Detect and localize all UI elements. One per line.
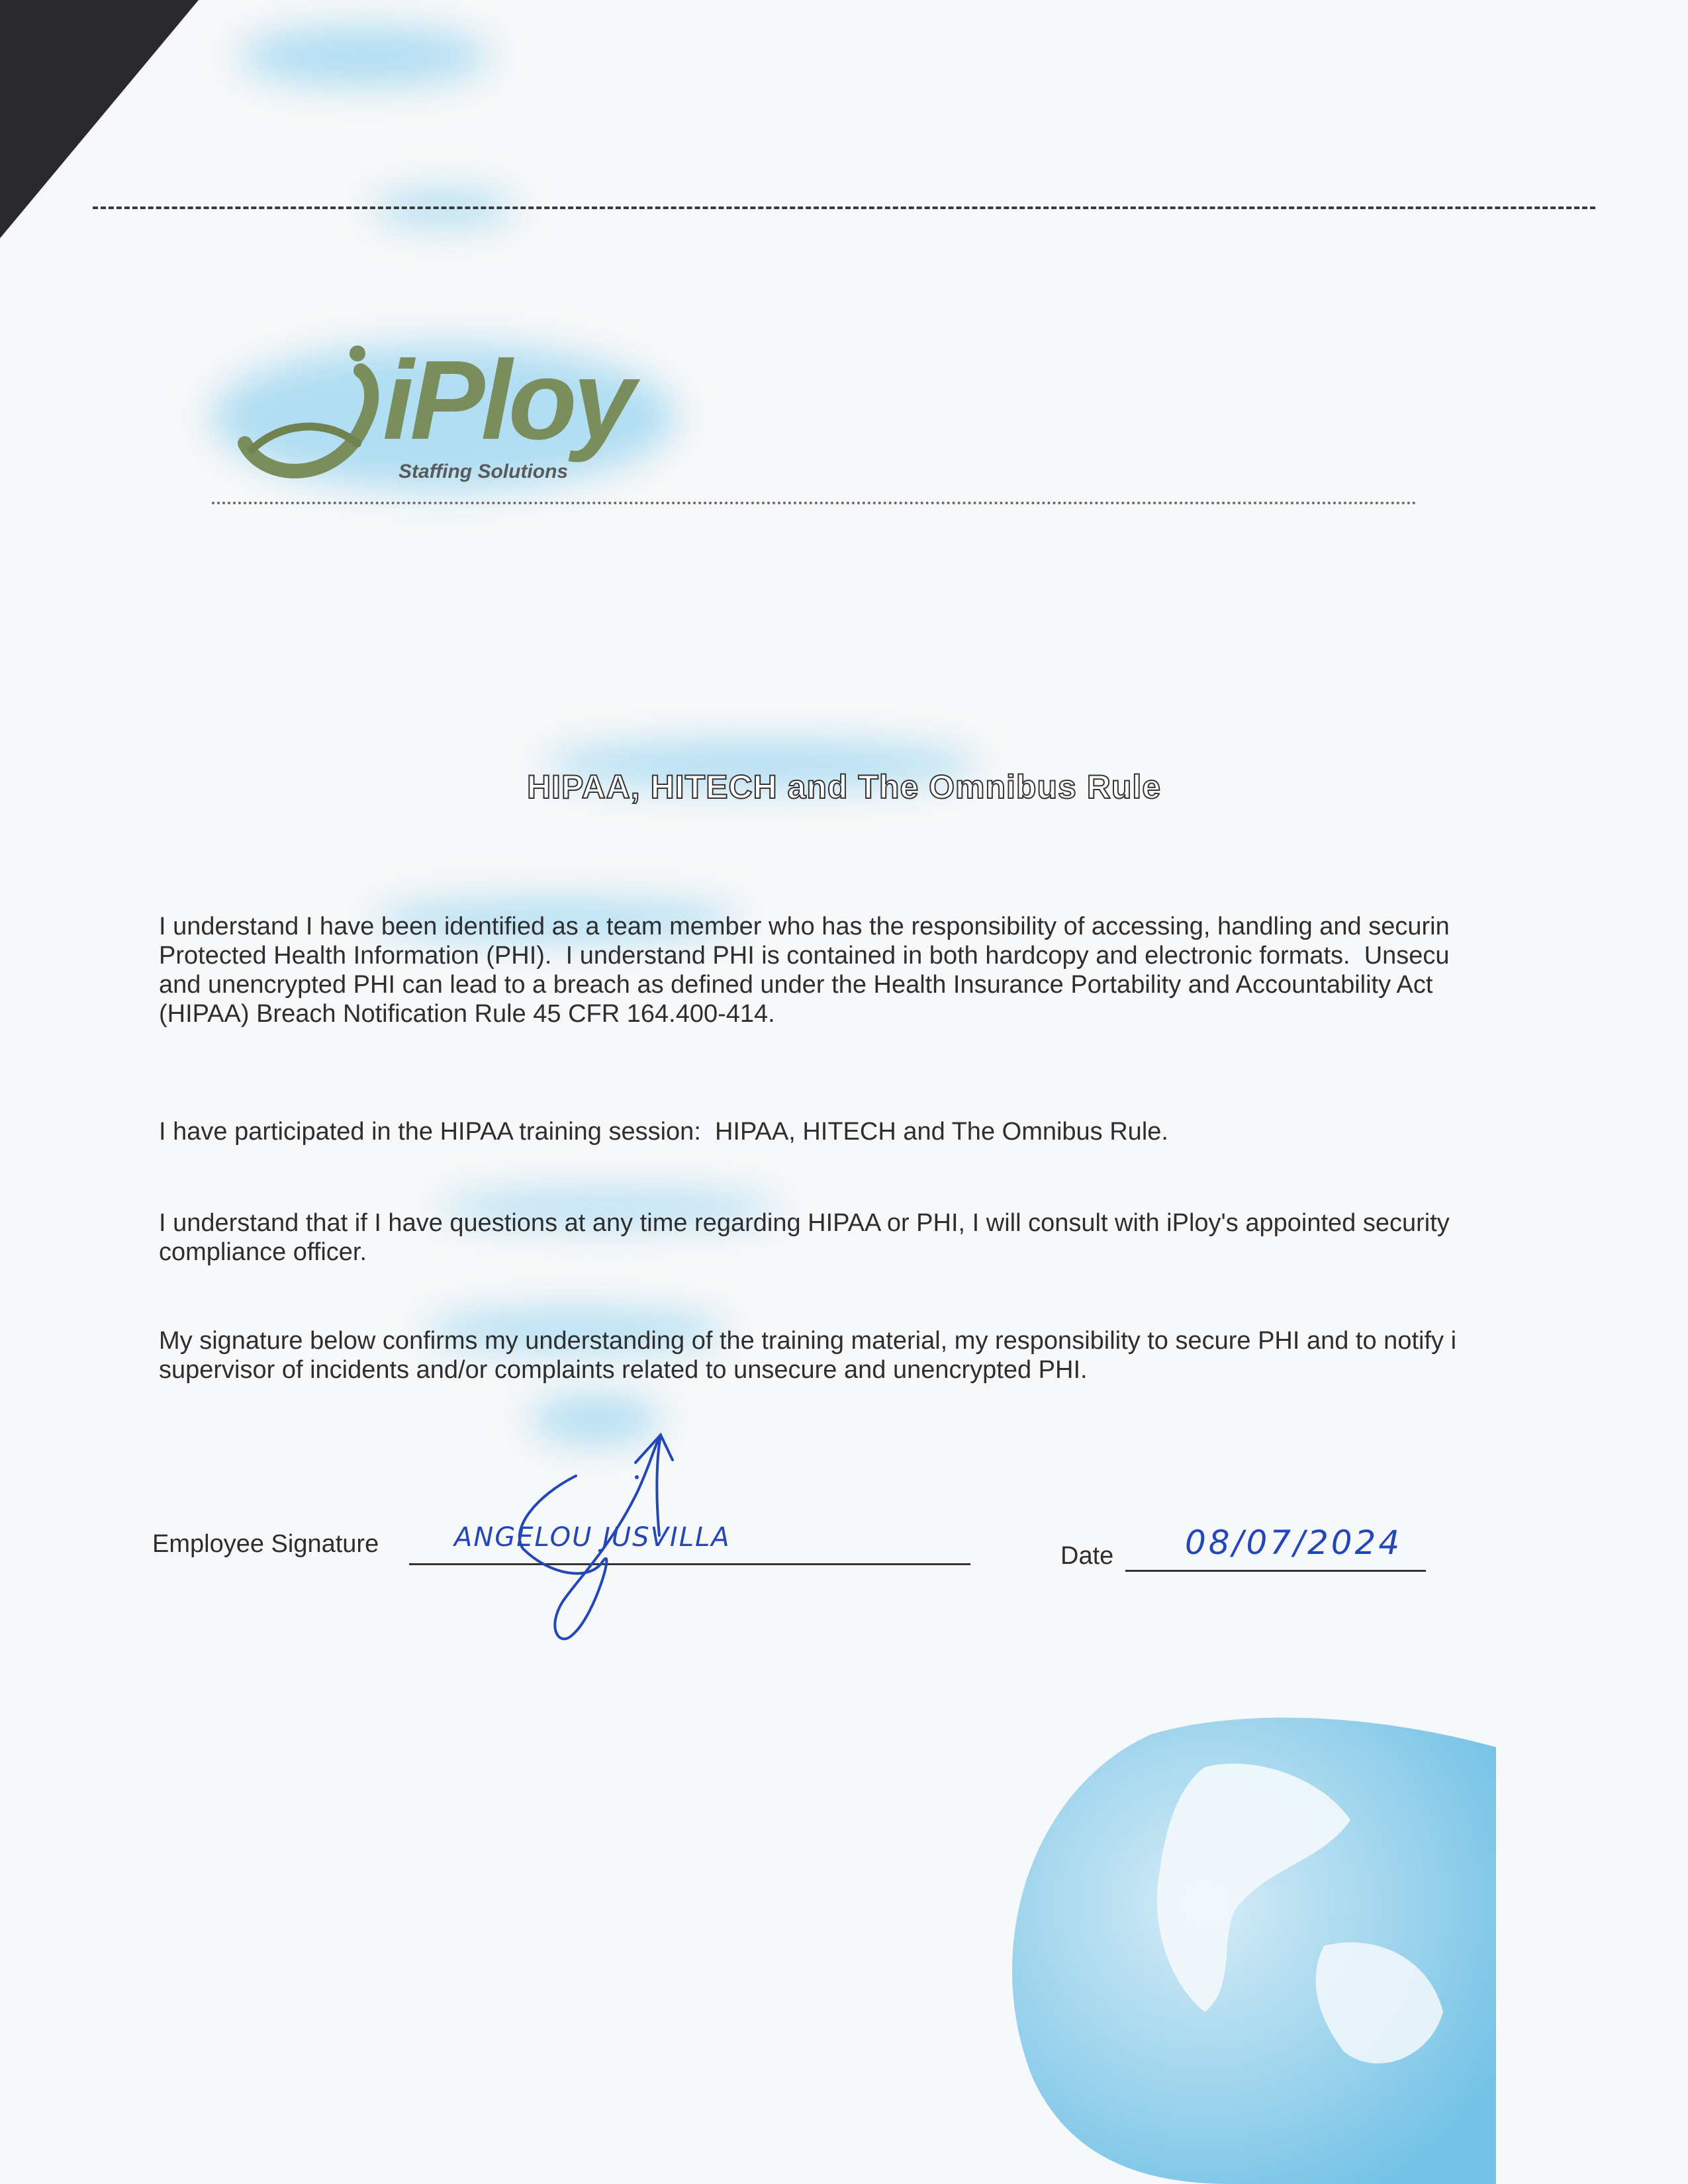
paragraph-compliance-officer: I understand that if I have questions at any time regarding HIPAA or PHI, I will consult with iPloy's appointed security compliance officer. [159,1209,1450,1266]
page-title: HIPAA, HITECH and The Omnibus Rule [526,768,1162,805]
paragraph-phi-responsibility: I understand I have been identified as a team member who has the responsibility of accessing, handling and securin Protected Health Information (PHI). I understand PHI is contained in both hardcopy and electronic formats. Unsecu and unencrypted PHI can lead to a breach as defined under the Health Insurance Portability and Accountability Act (HIPAA) Breach Notification Rule 45 CFR 164.400-414. [159,913,1450,1028]
logo-wordmark: iPloy [383,338,632,463]
date-value: 08/07/2024 [1185,1524,1403,1562]
date-label: Date [1060,1542,1114,1570]
folded-corner [0,0,199,238]
date-line[interactable] [1125,1570,1426,1572]
top-dashed-rule [93,206,1595,209]
company-logo [225,331,688,496]
logo-tagline: Staffing Solutions [399,461,569,482]
signature-name: ANGELOU JUSVILLA [454,1522,731,1553]
logo-swoosh-icon [225,344,391,490]
ink-smudge [238,26,490,86]
globe-watermark-icon [953,1707,1496,2184]
paragraph-training-session: I have participated in the HIPAA training session: HIPAA, HITECH and The Omnibus Rule. [159,1118,1168,1146]
dotted-rule [212,502,1417,504]
paragraph-signature-confirmation: My signature below confirms my understanding of the training material, my responsibility to secure PHI and to notify i supervisor of incidents and/or complaints related to unsecure and unencrypted PHI. [159,1327,1457,1384]
employee-signature-label: Employee Signature [152,1530,379,1558]
